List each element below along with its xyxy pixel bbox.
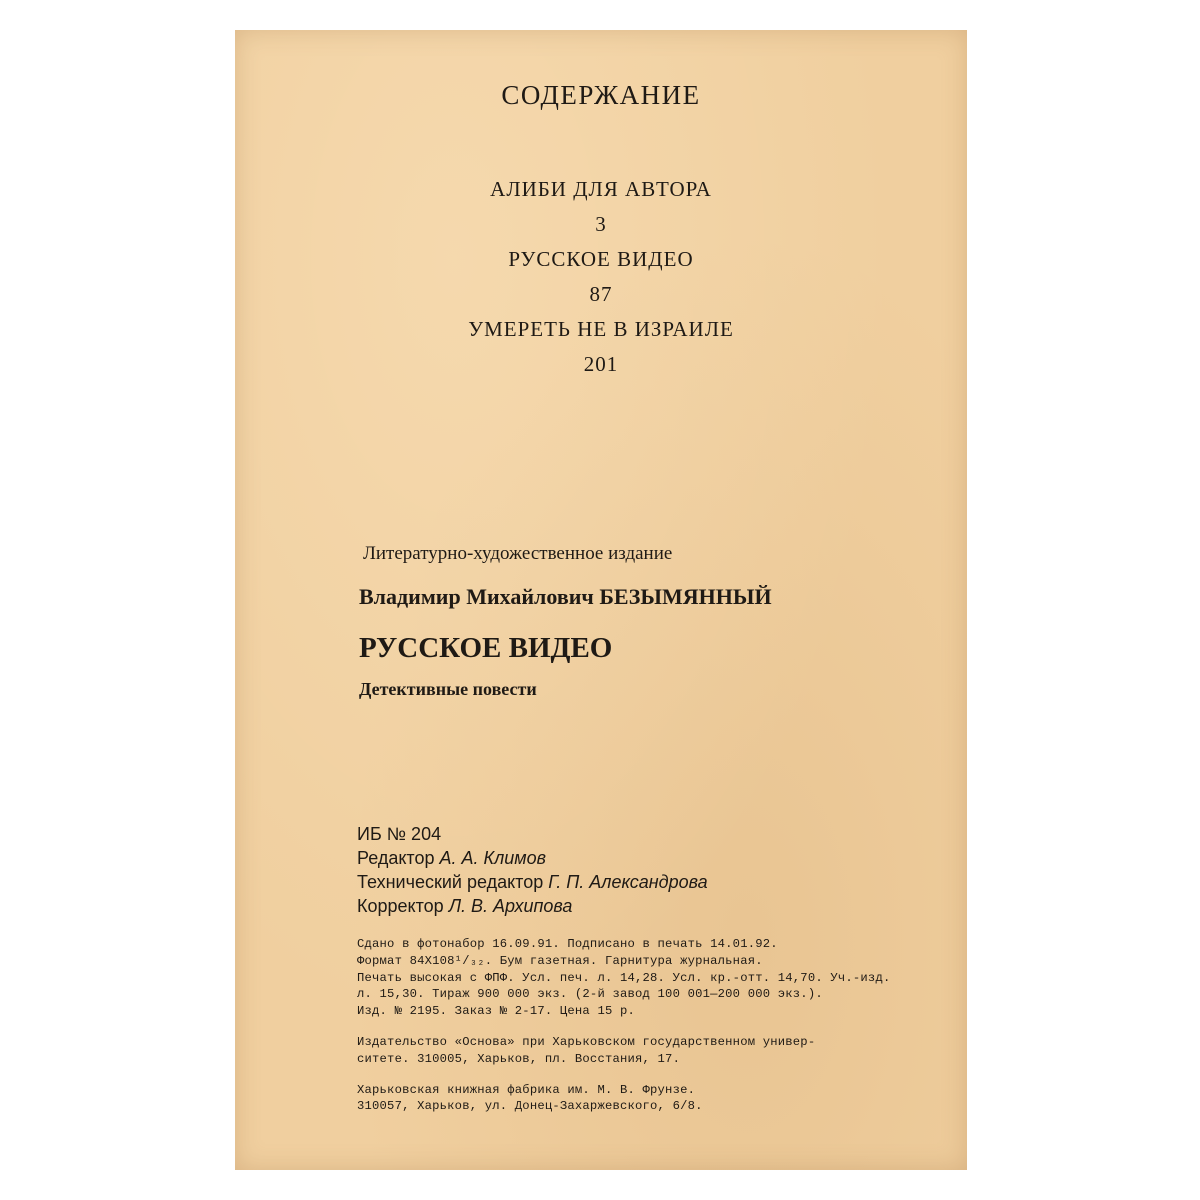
editor-role: Редактор (357, 848, 435, 868)
printer-line: 310057, Харьков, ул. Донец-Захаржевского, 6/8. (357, 1099, 703, 1114)
imprint-block (359, 543, 959, 700)
contents-entry-title: РУССКОЕ ВИДЕО (508, 247, 694, 271)
proofreader-name: Л. В. Архипова (448, 896, 573, 916)
print-detail-line: Печать высокая с ФПФ. Усл. печ. л. 14,28. Усл. кр.-отт. 14,70. Уч.-изд. (357, 970, 891, 985)
tech-editor-line (357, 870, 708, 894)
author-line (359, 584, 959, 610)
publisher-details (357, 1034, 961, 1068)
contents-entry (235, 170, 967, 240)
publisher-line: ситете. 310005, Харьков, пл. Восстания, 17. (357, 1051, 681, 1066)
book-page (235, 30, 967, 1170)
edition-genre: Литературно-художественное издание (363, 543, 673, 564)
contents-entry-page: 3 (595, 212, 607, 236)
tech-editor-name: Г. П. Александрова (548, 872, 708, 892)
printer-details (357, 1082, 961, 1116)
print-detail-line: Формат 84Х108¹/₃₂. Бум газетная. Гарнитура журнальная. (357, 953, 763, 968)
credits-block (357, 822, 708, 918)
author-name: Владимир Михайлович (359, 584, 594, 609)
contents-entry-title: АЛИБИ ДЛЯ АВТОРА (490, 177, 712, 201)
contents-entry-page: 201 (583, 352, 619, 376)
print-detail-line: Сдано в фотонабор 16.09.91. Подписано в печать 14.01.92. (357, 937, 778, 951)
proofreader-role: Корректор (357, 896, 444, 916)
print-details (357, 936, 961, 1020)
proofreader-line (357, 894, 708, 918)
publisher-line: Издательство «Основа» при Харьковском государственном универ- (357, 1034, 816, 1049)
contents-entry (235, 310, 967, 380)
technical-details (357, 936, 961, 1129)
ib-number: ИБ № 204 (357, 824, 442, 844)
contents-entry-title: УМЕРЕТЬ НЕ В ИЗРАИЛЕ (468, 317, 734, 341)
contents-entry-page: 87 (589, 282, 613, 306)
author-surname: БЕЗЫМЯННЫЙ (599, 584, 772, 609)
editor-line (357, 846, 708, 870)
tech-editor-role: Технический редактор (357, 872, 544, 892)
book-title: РУССКОЕ ВИДЕО (359, 632, 613, 664)
printer-line: Харьковская книжная фабрика им. М. В. Фрунзе. (357, 1082, 696, 1097)
editor-name: А. А. Климов (439, 848, 547, 868)
print-detail-line: Изд. № 2195. Заказ № 2-17. Цена 15 р. (357, 1004, 636, 1019)
print-detail-line: л. 15,30. Тираж 900 000 экз. (2-й завод 100 001—200 000 экз.). (357, 987, 823, 1002)
contents-heading: СОДЕРЖАНИЕ (501, 80, 701, 110)
book-subtitle: Детективные повести (359, 679, 537, 699)
contents-list (235, 170, 967, 380)
contents-entry (235, 240, 967, 310)
